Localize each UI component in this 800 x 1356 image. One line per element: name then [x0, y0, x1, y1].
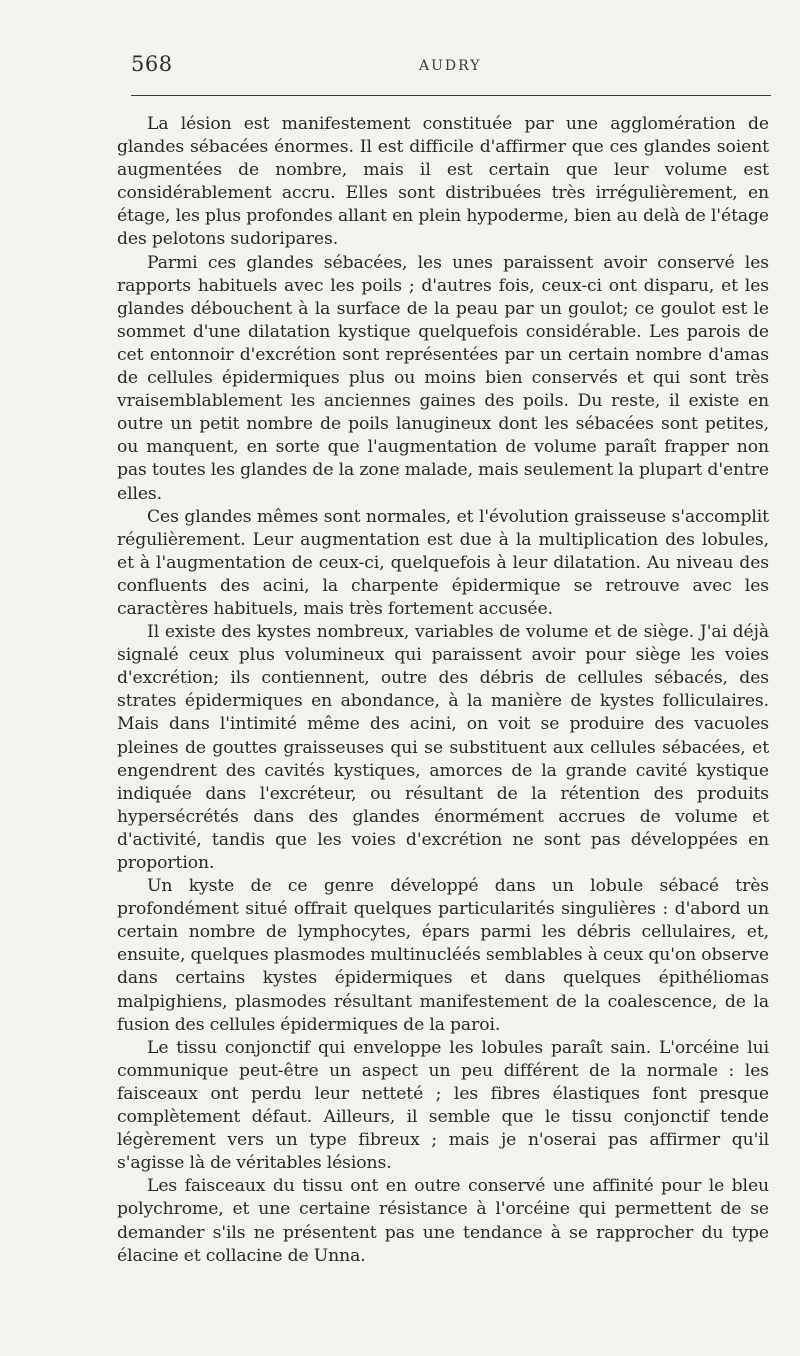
paragraph: Le tissu conjonctif qui enveloppe les lobules paraît sain. L'orcéine lui communique peut-être un aspect un peu différent de la normale : les faisceaux ont perdu leur netteté ; les fibres élastiques font presque complètement défaut. Ailleurs, il semble que le tissu conjonctif tende légèrement vers un type fibreux ; mais je n'oserai pas affirmer qu'il s'agisse là de véritables lésions.	[117, 1037, 769, 1174]
paragraph: Parmi ces glandes sébacées, les unes paraissent avoir conservé les rapports habituels avec les poils ; d'autres fois, ceux-ci ont disparu, et les glandes débouchent à la surface de la peau par un goulot; ce goulot est le sommet d'une dilatation kystique quelquefois considérable. Les parois de cet entonnoir d'excrétion sont représentées par un certain nombre d'amas de cellules épidermiques plus ou moins bien conservés et qui sont très vraisemblablement les anciennes gaines des poils. Du reste, il existe en outre un petit nombre de poils lanugineux dont les sébacées sont petites, ou manquent, en sorte que l'augmentation de volume paraît frapper non pas toutes les glandes de la zone malade, mais seulement la plupart d'entre elles.	[117, 252, 769, 504]
page-header	[131, 52, 771, 86]
body-text	[117, 113, 769, 1268]
paragraph: Il existe des kystes nombreux, variables de volume et de siège. J'ai déjà signalé ceux plus volumineux qui paraissent avoir pour siège les voies d'excrétion; ils contiennent, outre des débris de cellules sébacés, des strates épidermiques en abondance, à la manière de kystes folliculaires. Mais dans l'intimité même des acini, on voit se produire des vacuoles pleines de gouttes graisseuses qui se substituent aux cellules sébacées, et engendrent des cavités kystiques, amorces de la grande cavité kystique indiquée dans l'excréteur, ou résultant de la rétention des produits hypersécrétés dans des glandes énormément accrues de volume et d'activité, tandis que les voies d'excrétion ne sont pas développées en proportion.	[117, 622, 769, 873]
paragraph: Un kyste de ce genre développé dans un lobule sébacé très profondément situé offrait quelques particularités singulières : d'abord un certain nombre de lymphocytes, épars parmi les débris cellulaires, et, ensuite, quelques plasmodes multinucléés semblables à ceux qu'on observe dans certains kystes épidermiques et dans quelques épithéliomas malpighiens, plasmodes résultant manifestement de la coalescence, de la fusion des cellules épidermiques de la paroi.	[117, 876, 769, 1035]
paragraph: Ces glandes mêmes sont normales, et l'évolution graisseuse s'accomplit régulièrement. Leur augmentation est due à la multiplication des lobules, et à l'augmentation de ceux-ci, quelquefois à leur dilatation. Au niveau des confluents des acini, la charpente épidermique se retrouve avec les caractères habituels, mais très fortement accusée.	[117, 506, 769, 619]
running-head: AUDRY	[419, 58, 482, 74]
paragraph: La lésion est manifestement constituée par une agglomération de glandes sébacées énormes. Il est difficile d'affirmer que ces glandes soient augmentées de nombre, mais il est certain que leur volume est considérablement accru. Elles sont distribuées très irrégulièrement, en étage, les plus profondes allant en plein hypoderme, bien au delà de l'étage des pelotons sudoripares.	[117, 114, 769, 250]
page-number: 568	[131, 52, 173, 76]
paragraph: Les faisceaux du tissu ont en outre conservé une affinité pour le bleu polychrome, et une certaine résistance à l'orcéine qui permettent de se demander s'ils ne présentent pas une tendance à se rapprocher du type élacine et collacine de Unna.	[117, 1176, 769, 1266]
header-rule	[131, 95, 771, 96]
